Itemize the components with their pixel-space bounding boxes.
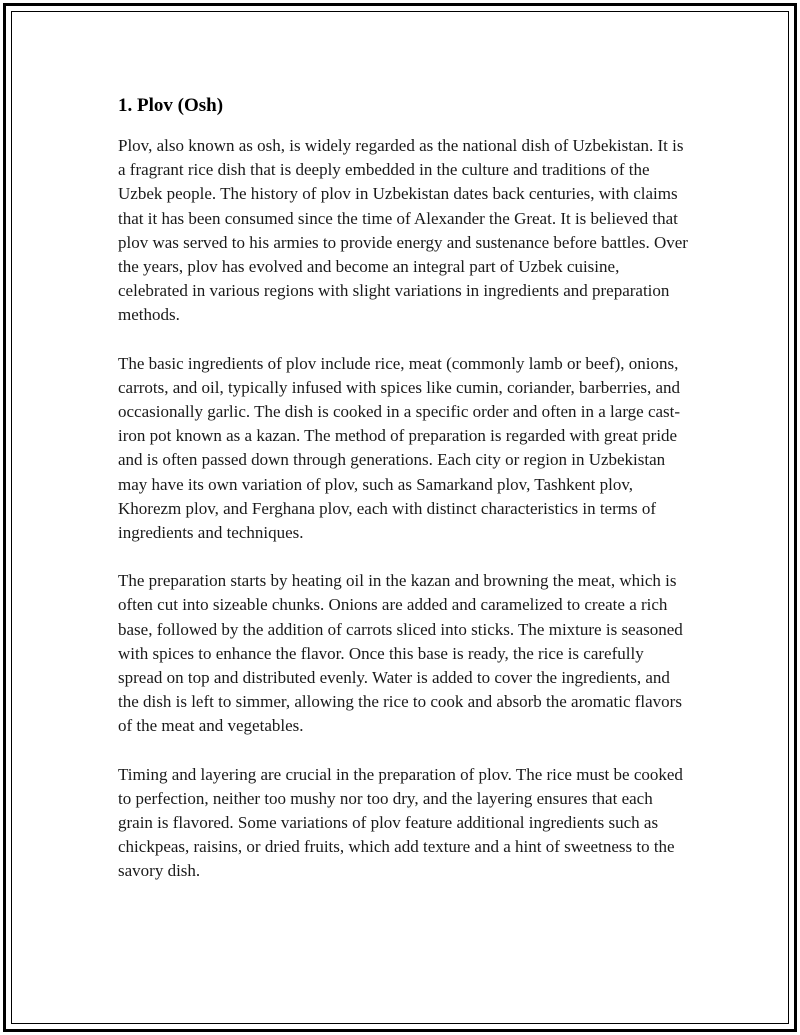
paragraph-timing: Timing and layering are crucial in the preparation of plov. The rice must be cooked to perfection, neither too mushy nor too dry, and the layering ensures that each grain is flavored. Some variations of plov feature additional ingredients such as chickpeas, raisins, or dried fruits, which add texture and a hint of sweetness to the savory dish. <box>118 764 683 881</box>
section-title: 1. Plov (Osh) <box>118 95 224 116</box>
paragraph-preparation: The preparation starts by heating oil in the kazan and browning the meat, which is often cut into sizeable chunks. Onions are added and caramelized to create a rich base, followed by the addition of carrots sliced into sticks. The mixture is seasoned with spices to enhance the flavor. Once this base is ready, the rice is carefully spread on top and distributed evenly. Water is added to cover the ingredients, and the dish is left to simmer, allowing the rice to cook and absorb the aromatic flavors of the meat and vegetables. <box>118 571 683 736</box>
document-body <box>118 92 690 908</box>
paragraph-history: Plov, also known as osh, is widely regarded as the national dish of Uzbekistan. It is a fragrant rice dish that is deeply embedded in the culture and traditions of the Uzbek people. The history of plov in Uzbekistan dates back centuries, with claims that it has been consumed since the time of Alexander the Great. It is believed that plov was served to his armies to provide energy and sustenance before battles. Over the years, plov has evolved and become an integral part of Uzbek cuisine, celebrated in various regions with slight variations in ingredients and preparation methods. <box>118 136 688 325</box>
paragraph-ingredients: The basic ingredients of plov include rice, meat (commonly lamb or beef), onions, carrots, and oil, typically infused with spices like cumin, coriander, barberries, and occasionally garlic. The dish is cooked in a specific order and often in a large cast-iron pot known as a kazan. The method of preparation is regarded with great pride and is often passed down through generations. Each city or region in Uzbekistan may have its own variation of plov, such as Samarkand plov, Tashkent plov, Khorezm plov, and Ferghana plov, each with distinct characteristics in terms of ingredients and techniques. <box>118 353 681 543</box>
